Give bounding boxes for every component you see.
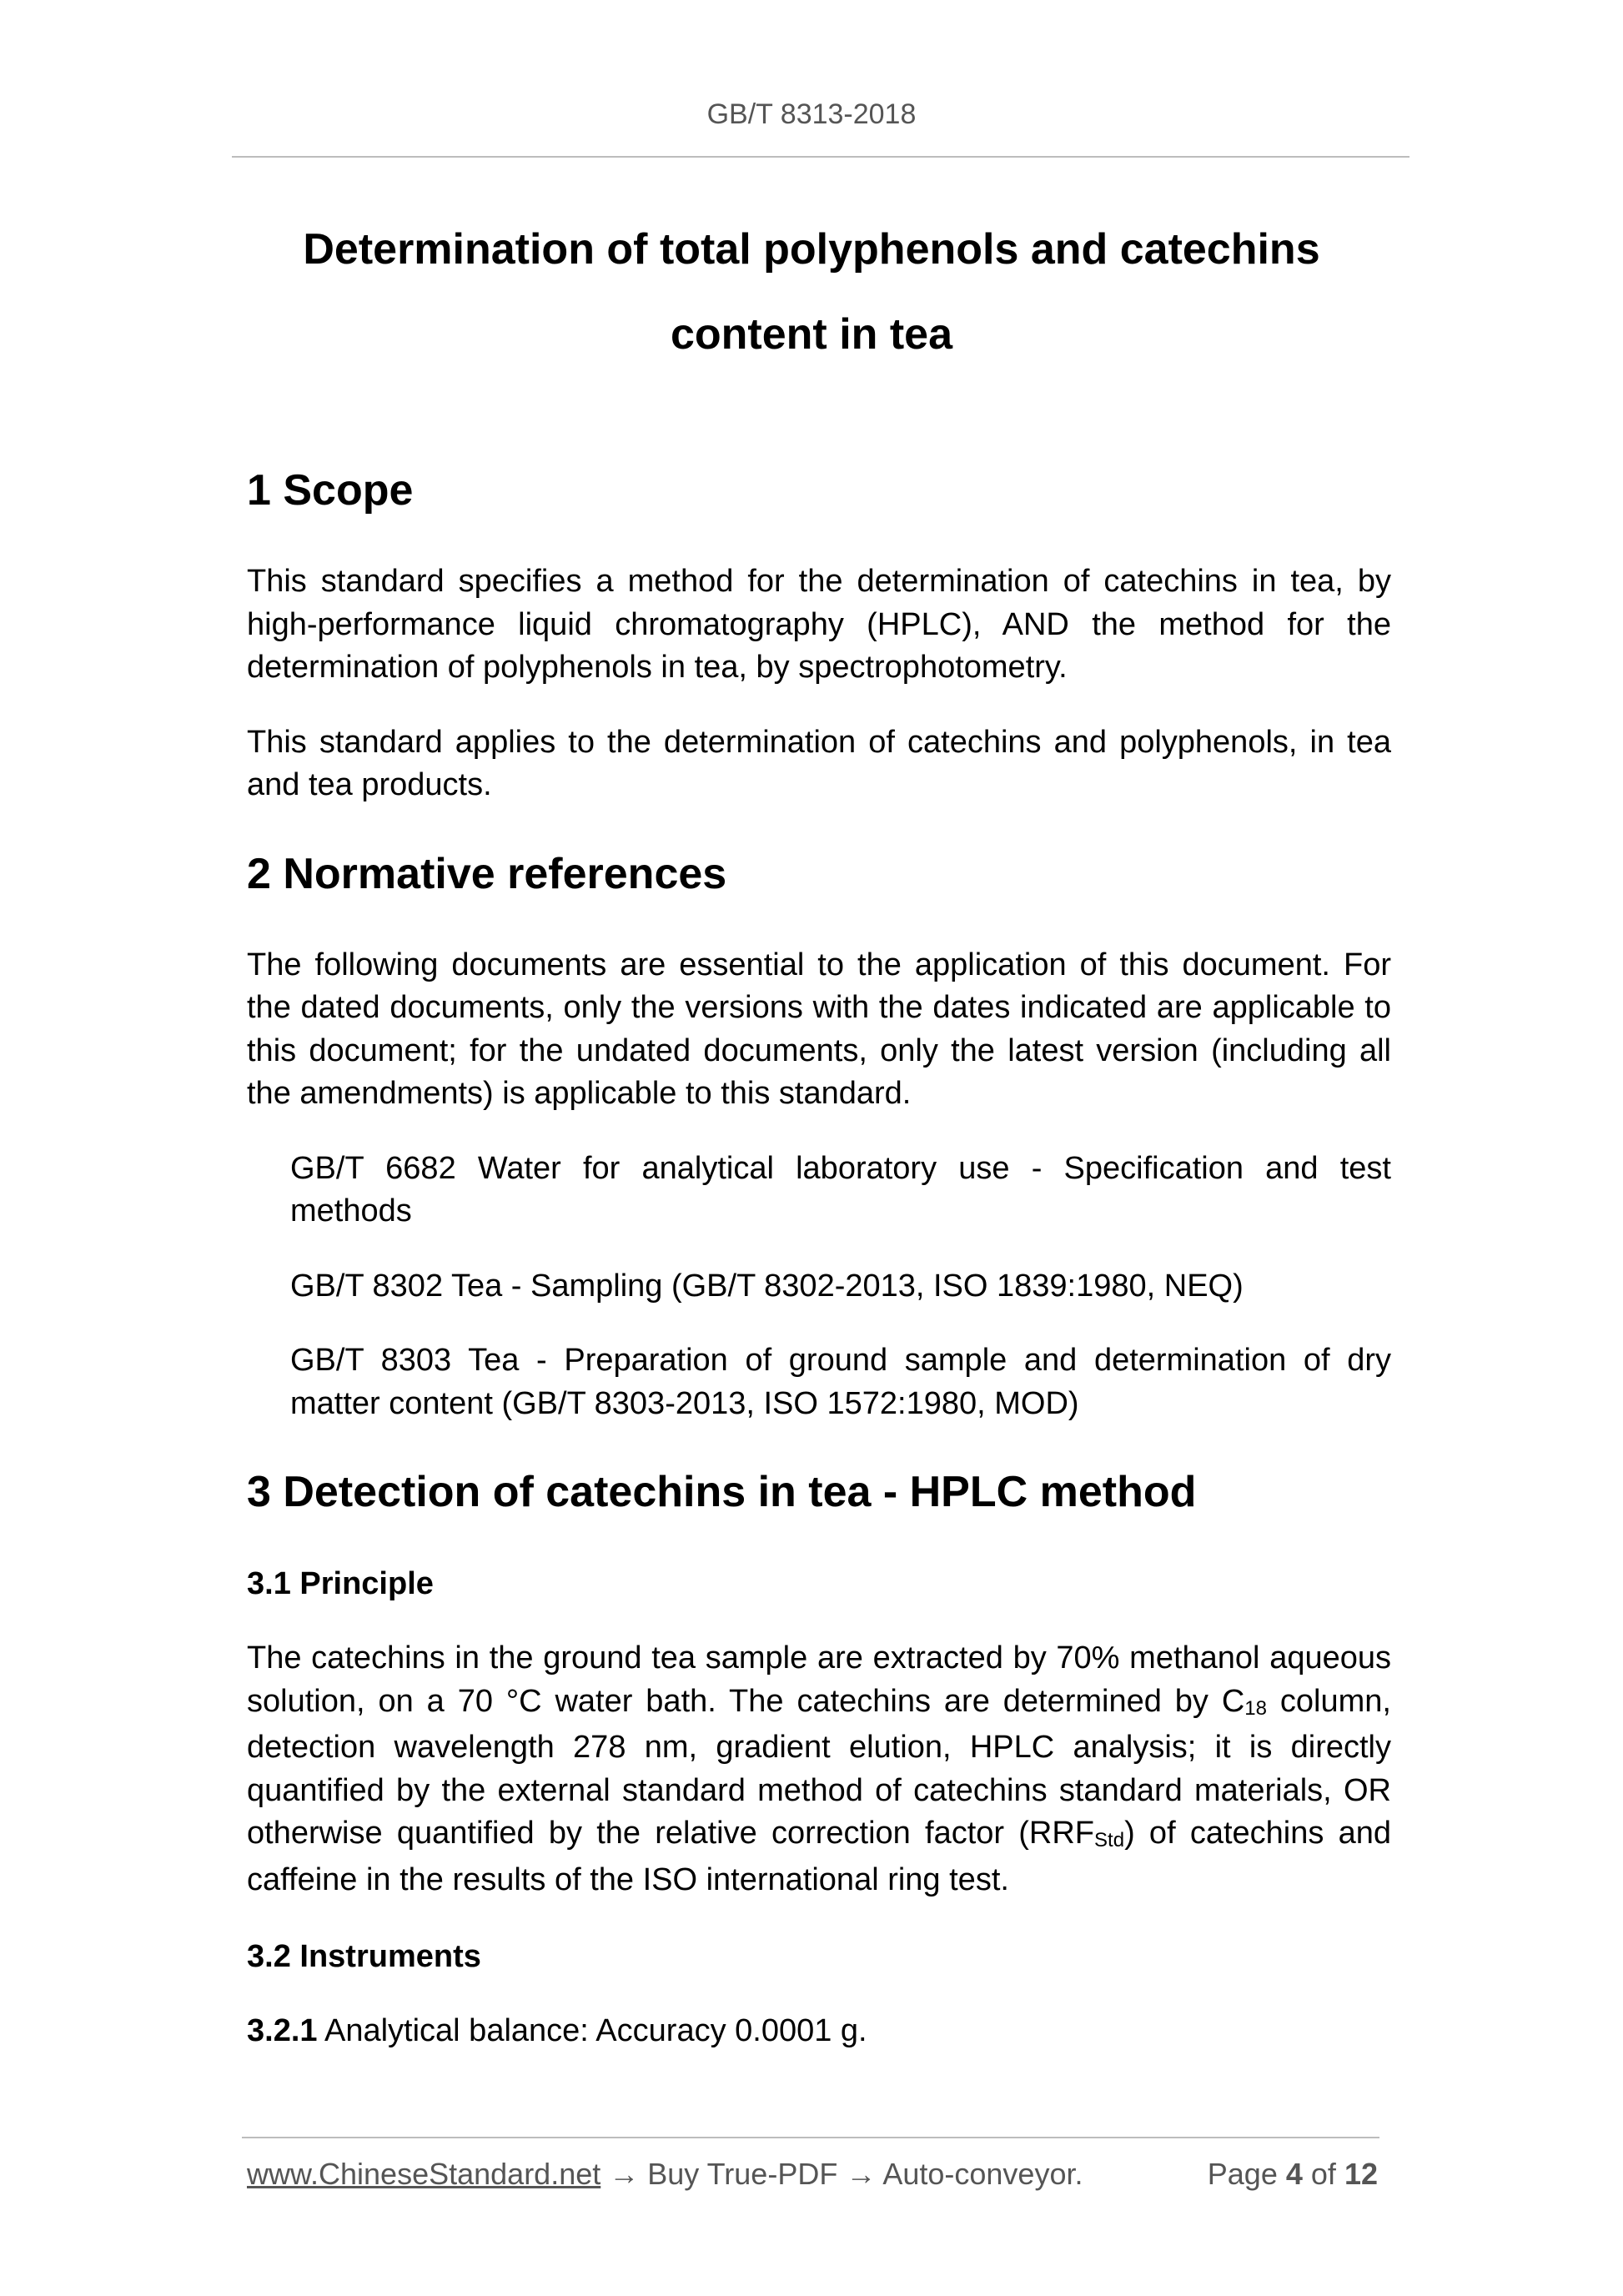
item-3-2-1 [247,2010,1391,2053]
current-page-number: 4 [1285,2157,1303,2191]
total-pages-number: 12 [1344,2157,1378,2191]
footer-divider [242,2137,1379,2138]
document-header: GB/T 8313-2018 [706,98,917,130]
subscript-18: 18 [1244,1696,1267,1720]
document-body [247,457,1391,2053]
subsection-3-2-heading: 3.2 Instruments [247,1939,481,1974]
reference-item: GB/T 6682 Water for analytical laboratory use - Specification and test methods [290,1150,1391,1228]
of-word: of [1310,2157,1336,2191]
principle-paragraph [247,1637,1391,1902]
page-footer [247,2157,1378,2192]
document-title [0,207,1623,377]
principle-text-c: ) of catechins and caffeine in the results of the ISO international ring test. [247,1816,1391,1897]
subscript-std: Std [1094,1829,1125,1851]
section-2-heading: 2 Normative references [247,849,727,898]
title-line-2: content in tea [670,310,953,359]
references-intro: The following documents are essential to the application of this document. For the dated documents, only the versions with the dates indicated are applicable to this document; for the undated documents, only the latest version (including all the amendments) is applicable to this standard. [247,947,1391,1111]
footer-tagline: → Buy True-PDF → Auto-conveyor. [600,2157,1083,2191]
header-divider [232,156,1409,158]
section-1-heading: 1 Scope [247,466,414,515]
subsection-3-1-heading: 3.1 Principle [247,1566,434,1601]
reference-item: GB/T 8302 Tea - Sampling (GB/T 8302-2013, ISO 1839:1980, NEQ) [290,1268,1244,1304]
item-3-2-1-text: Analytical balance: Accuracy 0.0001 g. [317,2013,867,2048]
section-3-heading: 3 Detection of catechins in tea - HPLC method [247,1468,1197,1516]
page-indicator [1208,2157,1378,2192]
scope-paragraph-2: This standard applies to the determination of catechins and polyphenols, in tea and tea products. [247,724,1391,802]
principle-text-a: The catechins in the ground tea sample are extracted by 70% methanol aqueous solution, on a 70 °C water bath. The catechins are determined by C [247,1640,1391,1719]
footer-left [247,2157,1083,2192]
reference-item: GB/T 8303 Tea - Preparation of ground sample and determination of dry matter content (GB/T 8303-2013, ISO 1572:1980, MOD) [290,1343,1391,1421]
page-word: Page [1207,2157,1278,2191]
title-line-1: Determination of total polyphenols and catechins [303,225,1320,274]
website-link[interactable]: www.ChineseStandard.net [247,2157,601,2191]
principle-text-b: column, detection wavelength 278 nm, gradient elution, HPLC analysis; it is directly quantified by the external standard method of catechins standard materials, OR otherwise quantified by the relative correction factor (RRF [247,1683,1391,1851]
item-3-2-1-number: 3.2.1 [247,2013,318,2048]
scope-paragraph-1: This standard specifies a method for the determination of catechins in tea, by high-performance liquid chromatography (HPLC), AND the method for the determination of polyphenols in tea, by spectrophotometry. [247,564,1391,685]
